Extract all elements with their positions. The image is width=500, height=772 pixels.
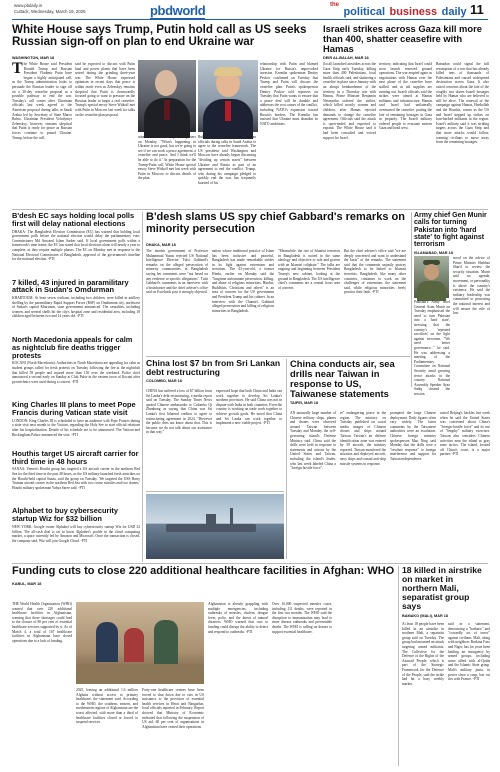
lead-headline[interactable]: White House says Trump, Putin hold call as US seeks Russian sign-off on plan to end Ukraine war xyxy=(12,23,307,49)
brief-1-body: DHAKA: The Bangladesh Election Commission (EC) has warned that holding local government polls before the national election would delay the parliamentary vote, Commissioner Md Anwarul Islam Sarker said. If local government polls within a framework's time frame, the EC has stated that local elections alone will nearly a year to complete, as they require multiple phases. The EC on Monday met in response to the National Electoral Commission of Bangladesh, approval of the government's timeline for the national election. -PTI xyxy=(12,229,140,262)
munir-photo xyxy=(414,256,449,298)
china-lanka-dateline: COLOMBO, MAR 18 xyxy=(146,379,182,384)
israel-headline[interactable]: Israeli strikes across Gaza kill more than 400, shatter ceasefire with Hamas xyxy=(323,23,482,54)
mali-col-2: said in a statement, denouncing a "barbaric" and "cowardly act of terror" against civilians. Mali, along with neighbors Burkina Faso and Niger, has for years been battling an insurgency by armed groups, including some allied with al-Qaida and the Islamic State group. Mali's military junta, in power since a coup, has cut ties with France. -PTI xyxy=(448,622,490,682)
gabbard-story xyxy=(146,212,410,354)
afghan-headline[interactable]: Funding cuts to close 220 additional healthcare facilities in Afghan: WHO xyxy=(12,565,395,577)
israel-story xyxy=(323,22,489,207)
taiwan-col-2: er" endangering peace in the region. The ministry on Tuesday published on social media images of Chinese drones and ships around Taiwan. Taiwan's air defense identification zone was entered by 59 aircraft, the ministry reported. Taiwan monitored the situation and deployed aircraft, navy ships and coastal anti-ship missile systems in response. xyxy=(340,411,386,466)
lead-col-3: ation to Ukraine," Trump told reporters on Monday, "What's happening in Ukraine is not good, but we're going to see if we can work a peace agreement, a ceasefire and peace. And I think we'll be able to do it." In preparation for the Trump-Putin call, White House special envoy Steve Witkoff met last week with Putin in Moscow to discuss details of the plan. xyxy=(138,135,196,181)
brief-1-title[interactable]: B'desh EC says holding local polls first will delay national elections xyxy=(12,211,135,228)
lead-col-4: Rubio had persuaded senior Ukrainian officials during talks in Saudi Arabia to agree to the ceasefire framework. The US president said Washington and Moscow have already begun discussing "dividing up certain assets" between Ukraine and Russia as part of an agreement to end the conflict. Trump, who during his campaign pledged to quickly end the war, has frequently boasted of his xyxy=(198,135,256,185)
israel-col-2: territory, indicating that Israel could soon launch renewed ground operations. The war erupted again as negotiations with Hamas over the next phase of the ceasefire have stalled, and as aid supplies are running out. Israeli officials said the strikes were aimed at Hamas militants and infrastructure. Hamas said Israel had unilaterally overturned the ceasefire, putting the fate of remaining hostages in Gaza in jeopardy. The Israeli military ordered people to evacuate eastern Gaza and head west. xyxy=(379,62,432,131)
divider-mid2 xyxy=(146,491,284,492)
gabbard-col-2: nation whose traditional practice of Islam has been inclusive and peaceful, Bangladesh has made remarkable strides in its fight against extremism and terrorism. The 43-year-old, a former Hindu, earlier on Monday said the "longtime unfortunate persecution, killing, and abuse of religious minorities, Hindus, Buddhists, Christians and others" is an area of concern for the US government and President Trump and his cabinet. In an interview with the Channel, Gabbard alleged persecution and killing of religious minorities in Bangladesh. xyxy=(212,249,274,313)
divider-bottom xyxy=(12,563,488,564)
brief-5-title[interactable]: Houthis target US aircraft carrier for third time in 48 hours xyxy=(12,448,139,466)
taiwan-dateline: TAIPEI, MAR 18 xyxy=(290,400,318,405)
lead-story xyxy=(12,22,318,207)
china-lanka-headline[interactable]: China lost $7 bn from Sri Lankan debt restructuring xyxy=(146,358,281,378)
china-lanka-story xyxy=(146,359,284,489)
afghan-col-4: Afghanistan is already grappling with multiple emergencies, including outbreaks of measles, cholera, dengue fever, polio, and the threat of natural disasters. WHO warned that cuts to funding could disrupt the ability to detect and respond to outbreaks. -PTI xyxy=(208,602,268,634)
brief-6-title[interactable]: Alphabet to buy cybersecurity startup Wiz for $32 billion xyxy=(12,506,118,524)
divider-mid1 xyxy=(146,356,410,357)
mali-headline[interactable]: 18 killed in airstrike on market in northern Mali, separatist group says xyxy=(402,565,482,612)
lead-dropcap: T xyxy=(12,60,23,77)
lead-dateline: WASHINGTON, MAR 18 xyxy=(12,56,55,60)
afghan-photo xyxy=(76,602,204,684)
mali-dateline: BAMAKO (MALI), MAR 18 xyxy=(402,614,448,619)
gabbard-col-1: The interim government of Professor Muhammad Yunus rejected US National Intelligence Director Tulsi Gabbard's remarks on the alleged persecution of minority communities in Bangladesh saying her comments were "not based on any evidence or specific allegations". Tulsi Gabbard's comments in an interview with a broadcaster and the chief adviser's office said on Facebook post it strongly objected. xyxy=(146,249,208,295)
lead-col-1 xyxy=(12,62,72,207)
munir-col-2: stood on the advice of Prime Minister Shehbaz Sharif to review the security situation. Munir said no agenda, movement, or personality is above the country's existence. He said the military leadership was committed to protecting the national interest and will ensure the rule of law. xyxy=(453,256,490,316)
taiwan-col-4: raised Beijing's hackles last week when he said the United States was concerned about China's "foreign-hostile force" and its use of "lengthy" military exercises. Taiwan also considers Chinese activities near the island as gray zone tactics. The island, located off China's coast, is a major partner. -PTI xyxy=(440,411,490,457)
gabbard-col-3: "Meanwhile, the rise of Islamist terrorists in Bangladesh is rooted in the same ideology and objective to rule and govern with an Islamist caliphate." The talks are ongoing and beginning between President Trump's new cabinet, looking at the ground in Bangladesh. The US intelligence chief's comments are a central focus area of concern. xyxy=(278,249,341,290)
afghan-col-3: Forty-one healthcare centres have been forced to shut down due to cuts in US assistance to the provision of essential health services in Herat and Nangarhar, local officials reported in February. Report showed that Ministry of Economic indicated that following the suspension of US aid, 60 per cent of organisations in Afghanistan have ceased their operations. xyxy=(142,688,204,729)
afghan-col-1: THE World Health Organization (WHO) warned that over 220 additional healthcare facilities in Afghanistan, warning that these shortages could lead to the closure of 80 per cent of essential healthcare services supported by it. As of March 4, a total of 167 healthcare facilities in Afghanistan have closed operations due to a lack of funding. xyxy=(12,602,72,643)
munir-headline[interactable]: Army chief Gen Munir calls for turning Pakistan into 'hard state' to fight against terrorism xyxy=(414,212,487,249)
section-name: pbdworld xyxy=(150,3,206,18)
afghan-col-5: Over 16,000 suspected measles cases, including 111 deaths, were reported in the first two months. The WHO said the disruption to immunization may lead to more disease outbreaks and preventable deaths. The WHO is calling on donors to support essential healthcare. xyxy=(272,602,332,634)
brand-logo xyxy=(330,2,467,20)
taiwan-col-3: prompted the large Chinese deployment. Daily figures often vary widely. The latest comments by the Taiwanese authorities were an escalation. Chinese foreign ministry spokesperson Mao Ning said Monday that the drills were a "resolute response" to foreign interference and support for Taiwan independence. xyxy=(390,411,436,461)
lead-photo-putin xyxy=(138,60,196,132)
afghan-dateline: KABUL, MAR 18 xyxy=(12,581,42,586)
lead-photo-trump xyxy=(198,60,258,132)
section-label xyxy=(150,3,205,18)
page-number: 11 xyxy=(470,2,484,17)
afghan-col-2: 2025, leaving an additional 1.6 million Afghans without access to primary healthcare, the statement said. According to the WHO, the southern, eastern, and northeastern regions of Afghanistan are the worst affected, with more than a third of healthcare facilities closed or forced to suspend services. xyxy=(76,688,138,725)
gabbard-headline[interactable]: B'desh slams US spy chief Gabbard's remarks on minority persecution xyxy=(146,211,405,235)
taiwan-story xyxy=(290,359,490,559)
mali-col-1: At least 18 people have been killed in an airstrike in northern Mali, a separatist group said on Tuesday. The group had mounted an attack targeting armed militants. The Collective for the Defence of the Rights of the Azawad People, which is part of the Strategic Framework for the Defence of the People, said the strike had hit a busy weekly market. xyxy=(402,622,444,686)
date-line: Cuttack, Wednesday, March 19, 2025 xyxy=(14,9,86,14)
brief-3-title[interactable]: North Macedonia appeals for calm as nightclub fire deaths trigger protests xyxy=(12,335,133,360)
mali-story xyxy=(402,566,490,766)
brief-3-body: KOCANI (North Macedonia): Authorities in North Macedonia are appealing for calm as student groups called for fresh protests on Tuesday following the fire at the nightclub that killed 59 people and injured more than 150 over the weekend. Police chief announced a second early on Sunday at Club Pulse in the eastern town of Kocani after pyrotechnics were used during a concert. -PTI xyxy=(12,361,140,384)
divider-top xyxy=(12,209,488,210)
china-lanka-col-2: expressed hope that both China and India can work together to develop Sri Lanka's northern provinces. He said China was not in dispute with India in both countries. Even the country is working on trade work together to achieve growth goals. He noted that China and Sri Lanka can work together to implement a new viable project. -PTI xyxy=(216,389,282,426)
brand-the: the xyxy=(330,2,339,8)
brand-business: business xyxy=(389,6,438,18)
afghan-story xyxy=(12,566,396,766)
brief-6-body: NEW YORK: Google owner Alphabet will buy cybersecurity startup Wiz for USD 32 billion. The all-cash deal is set to boost Alphabet's profile in the cloud computing market, a space currently led by Amazon and Microsoft. Once the transaction is closed, the company said, Wiz will join Google Cloud. -PTI xyxy=(12,524,140,543)
taiwan-headline[interactable]: China conducts air, sea drills near Taiwan in response to US, Taiwanese statements xyxy=(290,358,395,399)
lead-col-5: relationship with Putin and blamed Ukraine for Russia's unprovoked invasion. Kremlin spokesman Dmitry Peskov confirmed on Tuesday that Trump and Putin will discuss the ceasefire plan. Putin's spokesperson Dmitry Peskov told reporters on Tuesday that Putin wants to ensure that a peace deal will be durable and addresses the root causes of the conflict, including NATO's expansion toward Russia's borders. The Kremlin has insisted that Ukraine must abandon its NATO ambitions. xyxy=(260,62,318,126)
site-url[interactable]: www.pbdaily.in xyxy=(14,3,43,8)
munir-col-1: Pakistan's Army chief General Asim Munir on Tuesday emphasised the need to turn Pakistan into a 'hard state', stressing that the country's 'repeated sacrifices' on the fight against terrorism. "We need better governance..." he said. He was addressing a meeting of the Parliamentary Committee on National Security amid growing terror attacks in the country. National Assembly Speaker Ayaz Sadiq chaired the session. xyxy=(414,300,450,396)
divider-v1 xyxy=(142,212,143,562)
brand-daily: daily xyxy=(441,6,467,18)
masthead xyxy=(0,0,500,22)
brief-5-body: SANAA: Yemen's Houthi group has targeted a US aircraft carrier in the northern Red Sea for the third time in the past 48 hours, as the US military launched fresh airstrikes on the Houthi-held capital Sanaa, said the group on Tuesday. 'We targeted the USS Harry Truman aircraft carrier in the northern Red Sea with two cruise missiles and two drones,' Houthi military spokesman Yahya Saree said. -PTI xyxy=(12,467,140,490)
israel-dateline: DEIR AL-BALAH, MAR 18 xyxy=(323,56,369,60)
brief-2-body: KHARTOUM: At least seven civilians, including two children, were killed in artillery shelling by the paramilitary Rapid Support Forces (RSF) on Omdurman city, northwest of Sudan's capital Khartoum, state government announced. The casualties, including women, and several shells hit the city's hospital zone and residential area, including 18 children aged between two and 14 years old. -PTI xyxy=(12,296,140,319)
israel-col-1: (local) launched airstrikes across the Gaza Strip early Tuesday, killing more than 400 Palestinians, local health officials said, and shattering a ceasefire in place since January with an abrupt bombardment of the territory in a Thursday war with Hamas. Prime Minister Benjamin Netanyahu ordered the strikes, which killed mostly women and children, after Hamas rejected demands to change the ceasefire agreement. Officials said the attack is open-ended and expected to expand. The White House said it had been consulted and voiced support for Israel. xyxy=(323,62,376,140)
briefs-column xyxy=(12,212,140,562)
gabbard-dateline: DHAKA, MAR 18 xyxy=(146,243,176,247)
munir-dateline: ISLAMABAD, MAR 18 xyxy=(414,250,453,255)
divider-v3 xyxy=(286,359,287,559)
gabbard-col-4: But the chief adviser's office said "we are deeply concerned and want to understand the basis" of the remarks. The statement said that the comments unjustly portray Bangladesh to be linked to Islamist terrorists. Bangladesh, like many other countries, continues to work on the challenges of extremism, the statement said, while religious minorities freely practise their faith. -PTI xyxy=(344,249,406,295)
taiwan-photo xyxy=(146,494,284,559)
lead-col-2: said he expected to discuss with Putin land and power plants that have been seized during the grinding three-year war. The White House expressed optimism in recent days that peace is within reach even as Zelenskyy remains skeptical that Putin is downwardly focused going to want to pressure on the Russian leader to begin a real ceasefire. Trump's special envoy Steve Witkoff met with Putin in Moscow last week for talks on the ceasefire plan proposal. xyxy=(75,62,135,117)
brief-4-title[interactable]: King Charles III plans to meet Pope Francis during Vatican state visit xyxy=(12,400,136,418)
china-lanka-col-1: CHINA has suffered a loss of $7 billion from Sri Lanka's debt restructuring, a media report said on Tuesday. The Sunday Times News quoted Chinese ambassador to Colombo Qi Zhenhong as saying that China was Sri Lanka's first bilateral creditor to agree to restructuring agreement in 2024. "However the public does not know about that. This is because we do not talk about our assistance in that way." xyxy=(146,389,212,435)
brand-political: political xyxy=(343,6,386,18)
lead-body-1: he White House said President Donald Trump and Russian President Vladimir Putin have begun a highly anticipated call, as the Trump administration looks to persuade the Russian leader to sign off on a 30-day ceasefire proposal as a possible pathway to end the war. Tuesday's call comes after Ukrainian officials last week agreed to the American proposal during talks in Saudi Arabia led by Secretary of State Marco Rubio. Ukrainian President Volodymyr Zelenskyy, however, remains skeptical that Putin is ready for peace as Russian forces continue to pound Ukraine. Trump, before the call, xyxy=(12,62,72,140)
masthead-rule xyxy=(12,19,488,20)
divider-v4 xyxy=(398,566,399,766)
brief-4-body: LONDON: King Charles III is scheduled to have an audience with Pope Francis during a state visit next month to the Vatican, regarding the Holy See to start official relations after his hospitalization. Details of his schedule are to be announced. The Vatican and Buckingham Palace announced the visit. -PTI xyxy=(12,418,140,437)
brief-2-title[interactable]: 7 killed, 43 injured in paramilitary attack in Sudan's Omdurman xyxy=(12,277,129,295)
taiwan-col-1: AN unusually large number of Chinese military ships, planes and drones were observed around Taiwan between Tuesday and Monday, the self-governing island's Defense Ministry said. China said the drills were held in response to statements and actions by the United States and Taiwan, including the island's leader, who last week labeled China a "foreign hostile force". xyxy=(290,411,336,471)
israel-col-3: Ramadan could signal the full resumption of a war that has already killed tens of thousands of Palestinians and caused widespread destruction across Gaza. It also raised concerns about the fate of the roughly two dozen Israeli hostages held by Hamas who are believed to still be alive. The renewal of the campaign against Hamas, Hezbollah and the Houthis, comes as the US and Israel stepped up strikes on Iran-backed militants in the region. Israel's military said it was striking targets across the Gaza Strip and that more attacks would follow, warning civilians to move away from the remaining hostages. xyxy=(436,62,489,145)
